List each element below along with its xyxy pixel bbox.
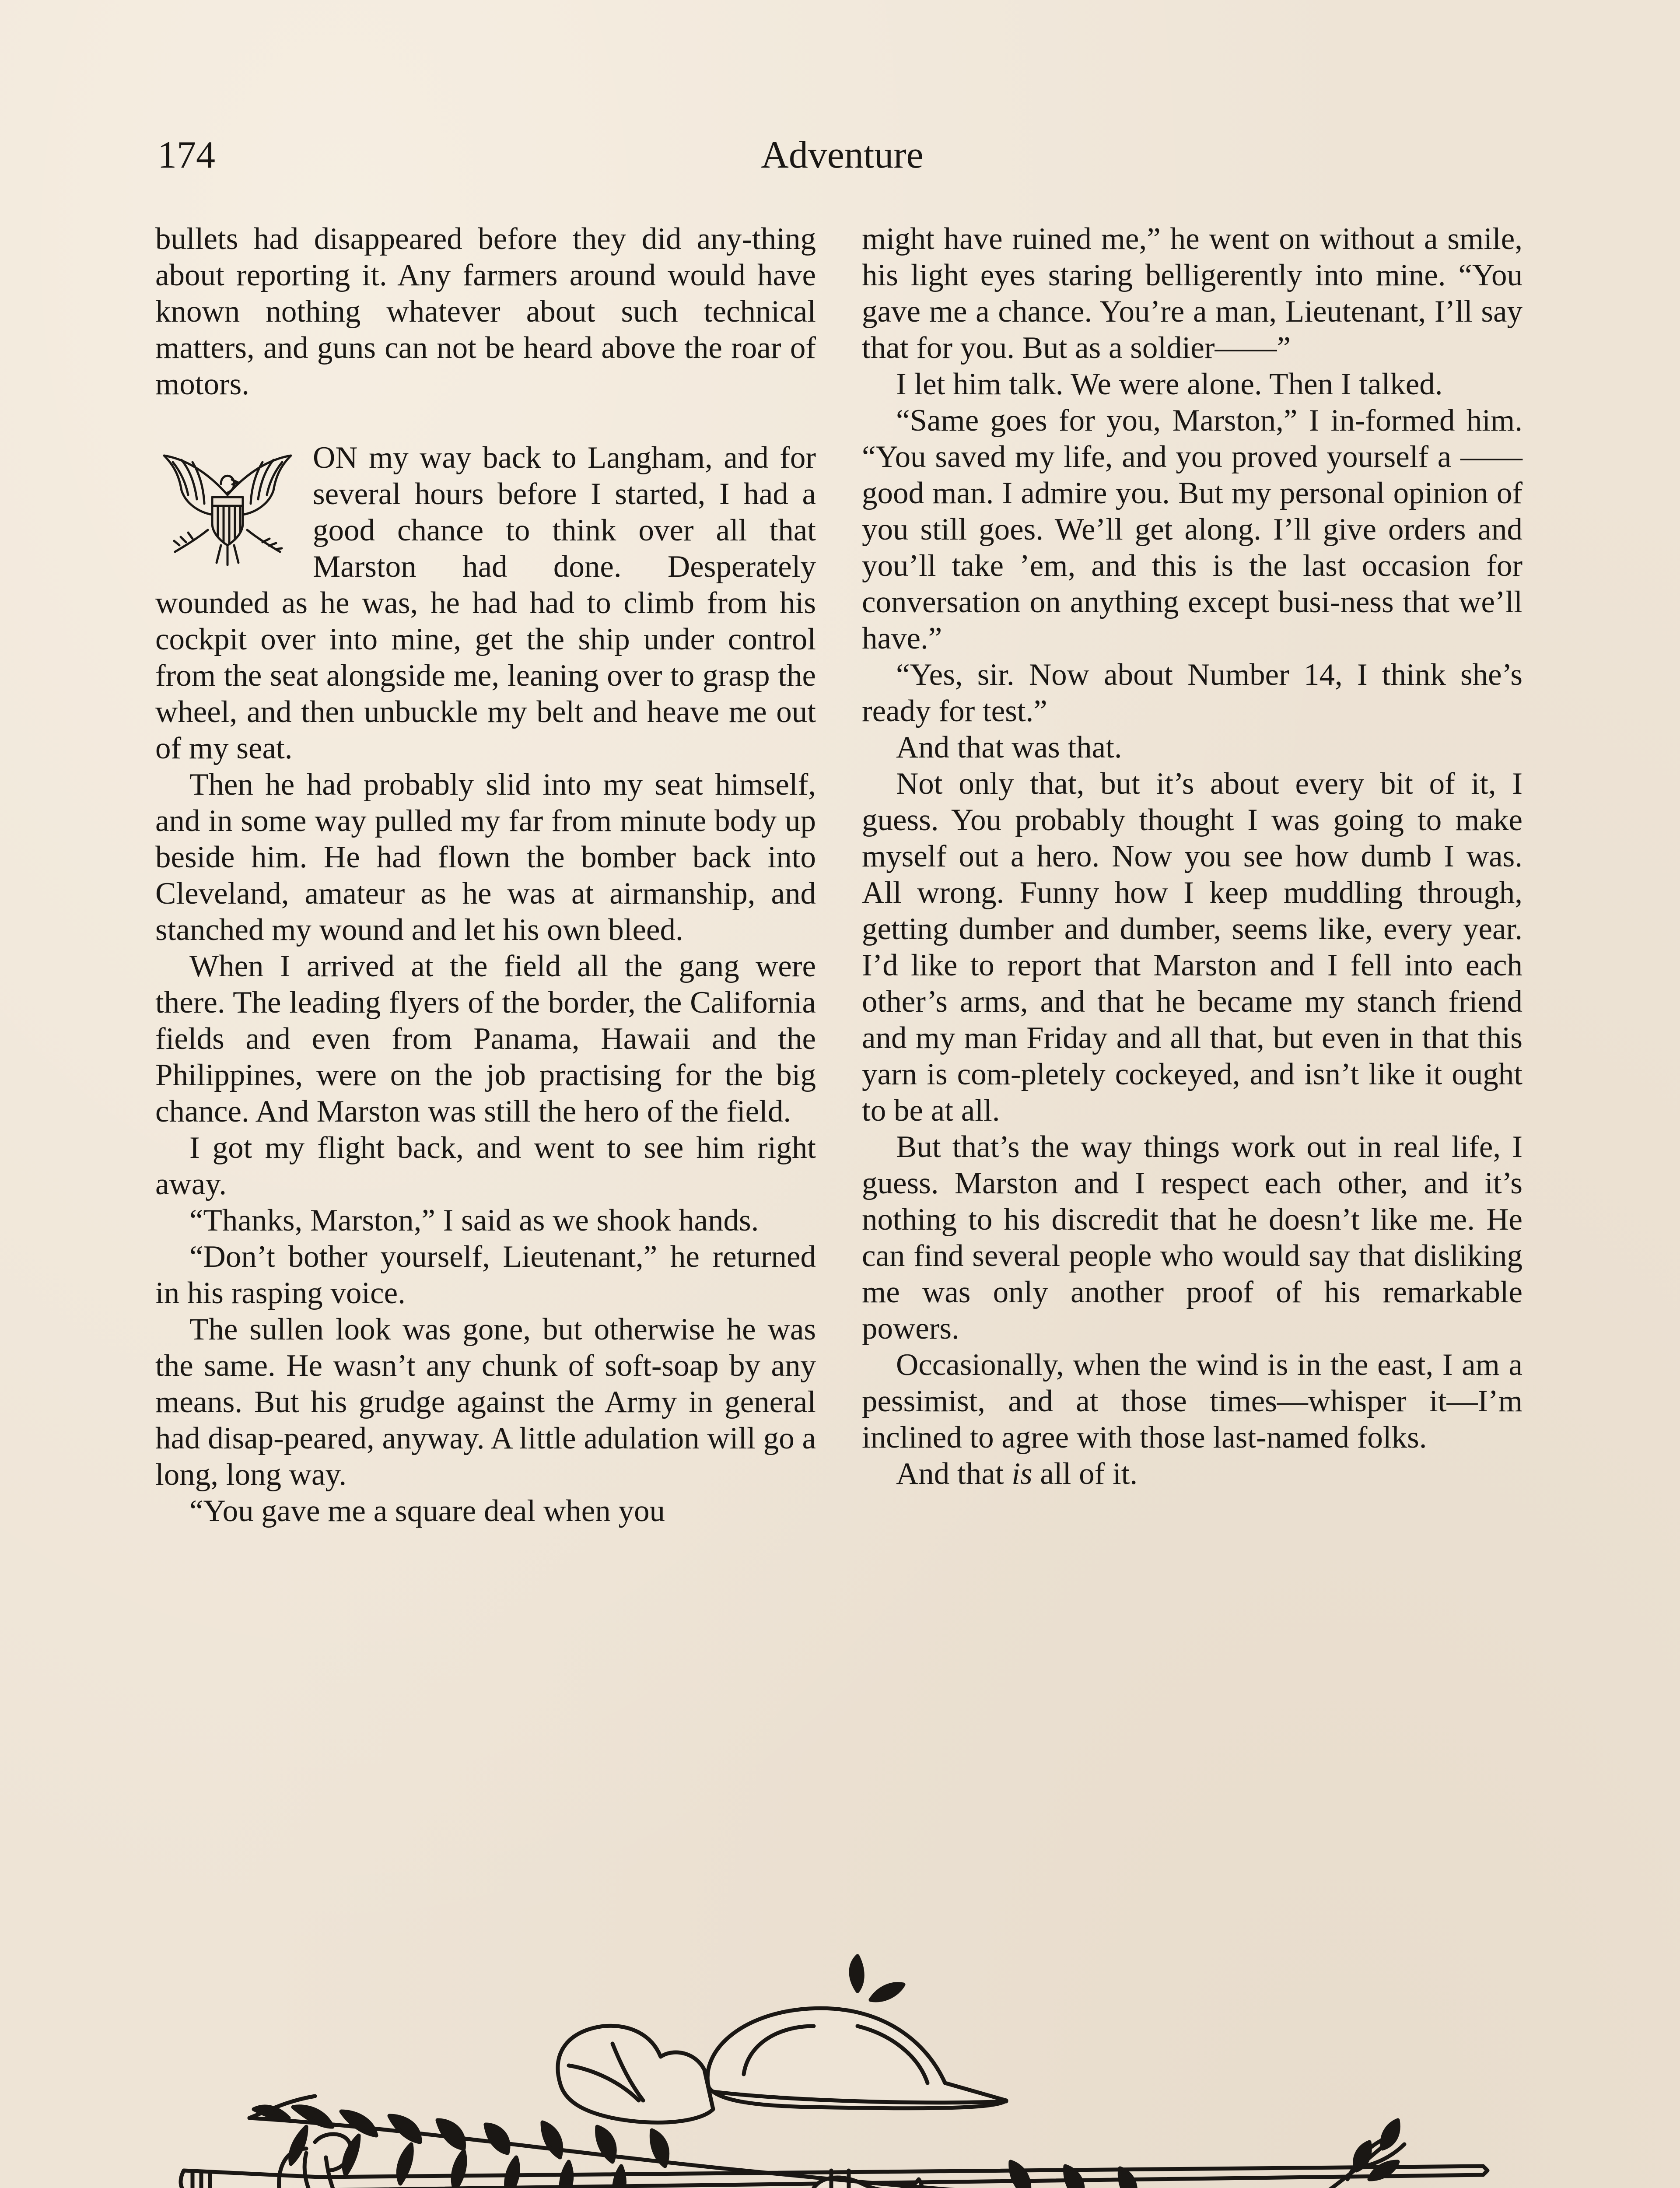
page-number: 174: [158, 134, 215, 176]
running-head: [158, 127, 1527, 184]
magazine-title: Adventure: [761, 134, 924, 176]
paragraph: might have ruined me,” he went on without a smile, his light eyes staring belligerently into mine. “You gave me a chance. You’re a man, Lieutenant, I’ll say that for you. But as a soldier——”: [862, 222, 1522, 365]
paragraph: But that’s the way things work out in real life, I guess. Marston and I respect each other, and it’s nothing to his discredit that he doesn’t like me. He can find several people who would say that disliking me was only another proof of his remarkable powers.: [862, 1130, 1522, 1346]
paragraph: The sullen look was gone, but otherwise he was the same. He wasn’t any chunk of soft-soap by any means. But his grudge against the Army in general had disap-peared, anyway. A little adulation will go a long, long way.: [155, 1312, 816, 1492]
paragraph: Then he had probably slid into my seat himself, and in some way pulled my far from minute body up beside him. He had flown the bomber back into Cleveland, amateur as he was at airmanship, and stanched my wound and let his own bleed.: [155, 768, 816, 947]
sword-helmet-laurel-icon: [175, 1943, 1509, 2188]
paragraph: When I arrived at the field all the gang were there. The leading flyers of the border, the California fields and even from Panama, Hawaii and the Philippines, were on the job practising for the big chance. And Marston was still the hero of the field.: [155, 949, 816, 1129]
left-column: [155, 221, 816, 1529]
paragraph: I let him talk. We were alone. Then I talked.: [896, 367, 1443, 401]
paragraph: Occasionally, when the wind is in the east, I am a pessimist, and at those times—whisper it—I’m inclined to agree with those last-named folks.: [862, 1348, 1522, 1455]
right-column: [862, 221, 1522, 1492]
paragraph: “Same goes for you, Marston,” I in-formed him. “You saved my life, and you proved yourself a —— good man. I admire you. But my personal opinion of you still goes. We’ll get along. I’ll give orders and you’ll take ’em, and this is the last occasion for conversation on anything except busi-ness that we’ll have.”: [862, 403, 1522, 656]
paragraph: “Yes, sir. Now about Number 14, I think she’s ready for test.”: [862, 658, 1522, 728]
paragraph: “You gave me a square deal when you: [189, 1494, 665, 1528]
paragraph: bullets had disappeared before they did any-thing about reporting it. Any farmers around would have known nothing whatever about such technical matters, and guns can not be heard above the roar of motors.: [155, 222, 816, 401]
paragraph-text: ON my way back to Langham, and for several hours before I started, I had a good chance to think over all that Marston had done. Desperately wounded as he was, he had had to climb from his cockpit over into mine, get the ship under control from the seat alongside me, leaning over to grasp the wheel, and then unbuckle my belt and heave me out of my seat.: [155, 441, 816, 765]
paragraph: I got my flight back, and went to see him right away.: [155, 1131, 816, 1201]
closing-line: [862, 1456, 1522, 1492]
eagle-seal-icon: [155, 442, 300, 569]
closing-text: And that: [896, 1457, 1012, 1491]
paragraph: Not only that, but it’s about every bit of it, I guess. You probably thought I was going to make myself out a hero. Now you see how dumb I was. All wrong. Funny how I keep muddling through, getting dumber and dumber, seems like, every year. I’d like to report that Marston and I fell into each other’s arms, and that he became my stanch friend and my man Friday and all that, but even in that this yarn is com-pletely cockeyed, and isn’t like it ought to be at all.: [862, 767, 1522, 1128]
section-opening-paragraph: [155, 440, 816, 767]
paragraph: “Thanks, Marston,” I said as we shook hands.: [189, 1203, 759, 1238]
closing-emphasis: is: [1012, 1457, 1032, 1491]
closing-text: all of it.: [1032, 1457, 1138, 1491]
paragraph: And that was that.: [896, 730, 1122, 764]
paragraph: “Don’t bother yourself, Lieutenant,” he returned in his rasping voice.: [155, 1240, 816, 1310]
